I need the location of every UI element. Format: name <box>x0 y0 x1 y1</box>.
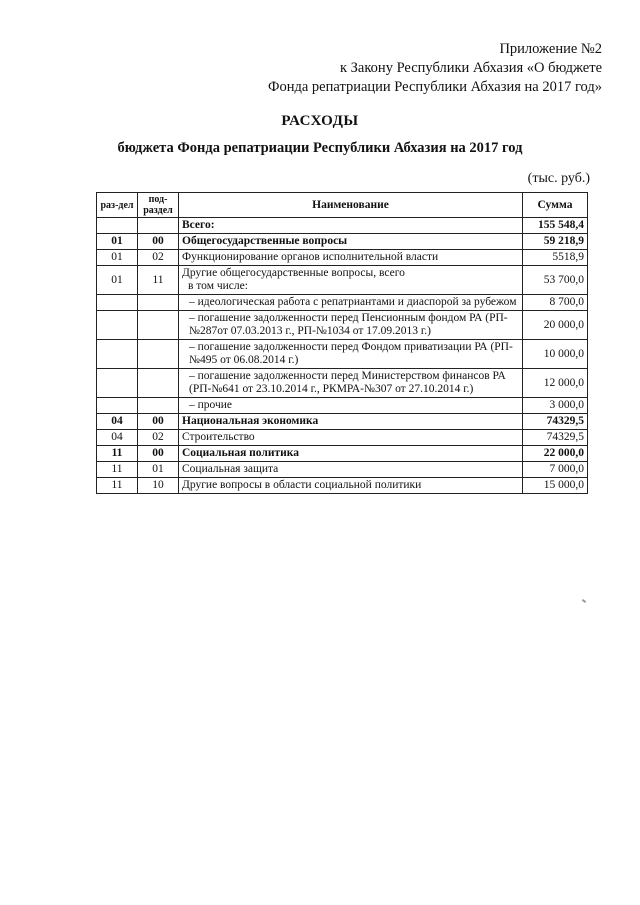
row-podrazdel: 00 <box>138 414 179 430</box>
row-name-text: Общегосударственные вопросы <box>182 235 348 247</box>
row-sum: 53 700,0 <box>523 266 588 295</box>
row-sum: 7 000,0 <box>523 462 588 478</box>
table-row <box>97 446 588 462</box>
row-razdel: 01 <box>97 266 138 295</box>
row-razdel <box>97 398 138 414</box>
table-row <box>97 398 588 414</box>
row-razdel <box>97 311 138 340</box>
table-row <box>97 295 588 311</box>
row-sum: 74329,5 <box>523 414 588 430</box>
row-sum: 3 000,0 <box>523 398 588 414</box>
table-row <box>97 266 588 295</box>
row-name <box>179 250 523 266</box>
appendix-law-title: Фонда репатриации Республики Абхазия на 2017 год» <box>268 79 602 95</box>
header-sum: Сумма <box>523 193 588 218</box>
expenses-table <box>96 192 588 494</box>
row-sum: 12 000,0 <box>523 369 588 398</box>
table-row <box>97 311 588 340</box>
row-podrazdel: 00 <box>138 234 179 250</box>
table-row <box>97 478 588 494</box>
row-name <box>179 369 523 398</box>
row-name-text: – погашение задолженности перед Министерством финансов РА (РП-№641 от 23.10.2014 г., РКМРА-№307 от 27.10.2014 г.) <box>189 370 506 395</box>
appendix-number: Приложение №2 <box>499 41 602 57</box>
row-podrazdel <box>138 398 179 414</box>
row-name <box>179 311 523 340</box>
row-name-subtext: в том числе: <box>188 280 248 292</box>
row-sum: 74329,5 <box>523 430 588 446</box>
row-name <box>179 430 523 446</box>
row-podrazdel <box>138 369 179 398</box>
row-name-text: – идеологическая работа с репатриантами и диаспорой за рубежом <box>189 296 517 308</box>
page-title: РАСХОДЫ <box>281 113 359 129</box>
table-header-row <box>97 193 588 218</box>
row-podrazdel <box>138 340 179 369</box>
row-razdel <box>97 295 138 311</box>
row-sum: 5518,9 <box>523 250 588 266</box>
table-row <box>97 462 588 478</box>
header-podrazdel: под-раздел <box>138 193 179 218</box>
row-name-text: Национальная экономика <box>182 415 319 427</box>
table-row <box>97 414 588 430</box>
row-name-text: – погашение задолженности перед Фондом приватизации РА (РП-№495 от 06.08.2014 г.) <box>189 341 513 366</box>
table-row-total <box>97 218 588 234</box>
row-sum: 15 000,0 <box>523 478 588 494</box>
table-row <box>97 340 588 369</box>
row-razdel: 11 <box>97 478 138 494</box>
row-sum: 10 000,0 <box>523 340 588 369</box>
total-label: Всего: <box>179 218 523 234</box>
row-razdel: 04 <box>97 430 138 446</box>
row-podrazdel <box>138 311 179 340</box>
appendix-header <box>268 40 602 97</box>
row-razdel: 11 <box>97 446 138 462</box>
row-razdel <box>97 340 138 369</box>
row-name-text: Социальная политика <box>182 447 299 459</box>
table-row <box>97 430 588 446</box>
row-podrazdel: 00 <box>138 446 179 462</box>
row-name <box>179 414 523 430</box>
row-sum: 59 218,9 <box>523 234 588 250</box>
table-row <box>97 234 588 250</box>
row-name-text: Функционирование органов исполнительной власти <box>182 251 439 263</box>
row-podrazdel: 10 <box>138 478 179 494</box>
row-razdel <box>97 369 138 398</box>
header-razdel: раз-дел <box>97 193 138 218</box>
row-razdel: 11 <box>97 462 138 478</box>
row-razdel: 04 <box>97 414 138 430</box>
table-row <box>97 250 588 266</box>
row-name <box>179 446 523 462</box>
row-name <box>179 266 523 295</box>
row-razdel: 01 <box>97 234 138 250</box>
row-name-text: Строительство <box>182 431 255 443</box>
row-sum: 8 700,0 <box>523 295 588 311</box>
table-row <box>97 369 588 398</box>
row-sum: 22 000,0 <box>523 446 588 462</box>
row-name <box>179 295 523 311</box>
units-label: (тыс. руб.) <box>527 171 590 186</box>
row-name-text: Другие общегосударственные вопросы, всего <box>182 267 405 279</box>
row-podrazdel: 11 <box>138 266 179 295</box>
scan-mark <box>582 599 586 603</box>
header-name: Наименование <box>179 193 523 218</box>
row-podrazdel: 01 <box>138 462 179 478</box>
row-sum: 20 000,0 <box>523 311 588 340</box>
row-name-text: – погашение задолженности перед Пенсионным фондом РА (РП-№287от 07.03.2013 г., РП-№1034 от 17.09.2013 г.) <box>189 312 508 337</box>
total-sum: 155 548,4 <box>523 218 588 234</box>
row-name <box>179 398 523 414</box>
appendix-law-ref: к Закону Республики Абхазия «О бюджете <box>340 60 602 76</box>
row-podrazdel <box>138 295 179 311</box>
row-name-text: – прочие <box>189 399 233 411</box>
row-name <box>179 340 523 369</box>
row-name <box>179 234 523 250</box>
row-podrazdel: 02 <box>138 430 179 446</box>
row-name-text: Другие вопросы в области социальной политики <box>182 479 422 491</box>
row-razdel: 01 <box>97 250 138 266</box>
page-subtitle: бюджета Фонда репатриации Республики Абхазия на 2017 год <box>117 140 523 156</box>
row-name <box>179 462 523 478</box>
row-podrazdel: 02 <box>138 250 179 266</box>
row-name-text: Социальная защита <box>182 463 279 475</box>
row-name <box>179 478 523 494</box>
